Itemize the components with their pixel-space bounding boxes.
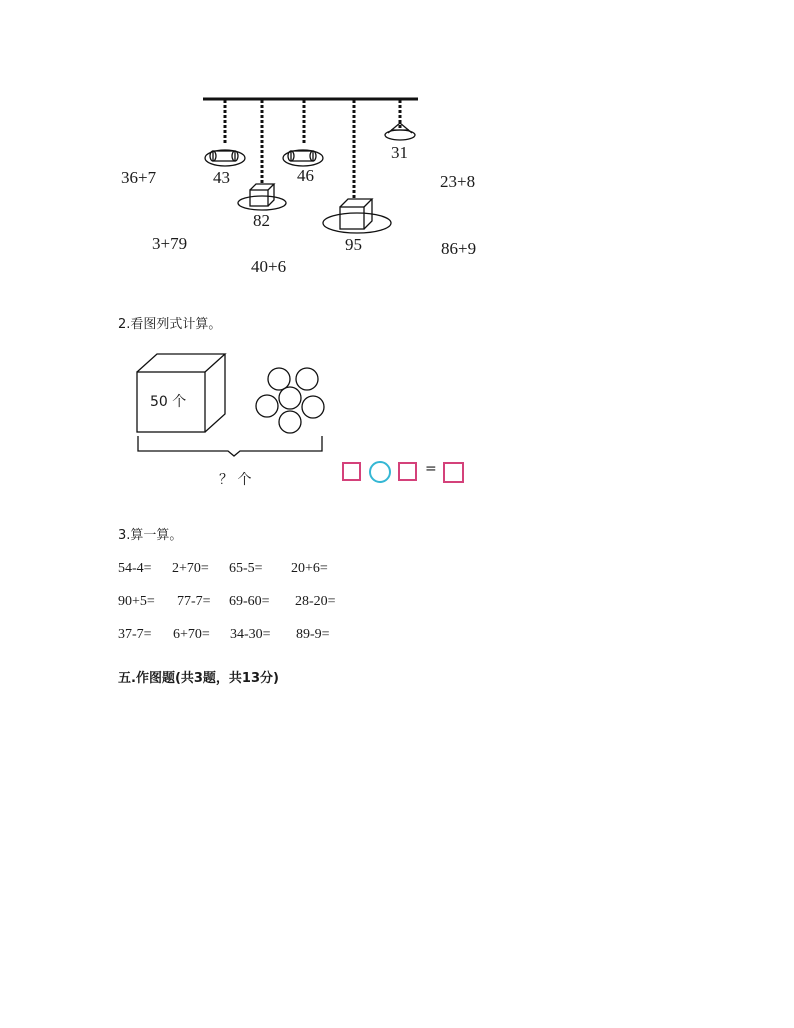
expression-23-plus-8: 23+8 xyxy=(440,172,476,191)
calc-item: 65-5= xyxy=(229,561,263,576)
cube-label: 50 个 xyxy=(150,394,187,410)
calc-item: 89-9= xyxy=(296,627,330,642)
question-3-title: 3.算一算。 xyxy=(118,528,183,543)
section-5-heading: 五.作图题(共3题，共13分) xyxy=(118,671,279,686)
brace-icon xyxy=(138,436,322,456)
answer-box-result[interactable] xyxy=(443,462,464,483)
circles-group xyxy=(256,368,324,433)
expression-40-plus-6: 40+6 xyxy=(251,257,287,276)
hanging-number-31: 31 xyxy=(391,143,408,162)
hanging-number-46: 46 xyxy=(297,166,314,185)
calc-item: 20+6= xyxy=(291,561,328,576)
operator-circle[interactable] xyxy=(369,461,391,483)
calc-item: 28-20= xyxy=(295,594,336,609)
calc-item: 37-7= xyxy=(118,627,152,642)
calc-item: 77-7= xyxy=(177,594,211,609)
calc-item: 69-60= xyxy=(229,594,270,609)
question-2-title: 2.看图列式计算。 xyxy=(118,317,222,332)
equals-sign: = xyxy=(425,461,437,477)
hanging-number-95: 95 xyxy=(345,235,362,254)
cube-shape-95 xyxy=(323,199,391,233)
calc-item: 6+70= xyxy=(173,627,210,642)
hanging-number-82: 82 xyxy=(253,211,270,230)
cube-shape-82 xyxy=(238,184,286,210)
answer-box-1[interactable] xyxy=(342,462,361,481)
expression-86-plus-9: 86+9 xyxy=(441,239,477,258)
calc-item: 34-30= xyxy=(230,627,271,642)
expression-36-plus-7: 36+7 xyxy=(121,168,157,187)
calc-item: 90+5= xyxy=(118,594,155,609)
expression-3-plus-79: 3+79 xyxy=(152,234,188,253)
cylinder-shape-46 xyxy=(283,150,323,166)
total-label: ？ 个 xyxy=(219,472,252,488)
cylinder-shape-43 xyxy=(205,150,245,166)
calc-item: 2+70= xyxy=(172,561,209,576)
hanging-number-43: 43 xyxy=(213,168,230,187)
answer-box-2[interactable] xyxy=(398,462,417,481)
calc-item: 54-4= xyxy=(118,561,152,576)
